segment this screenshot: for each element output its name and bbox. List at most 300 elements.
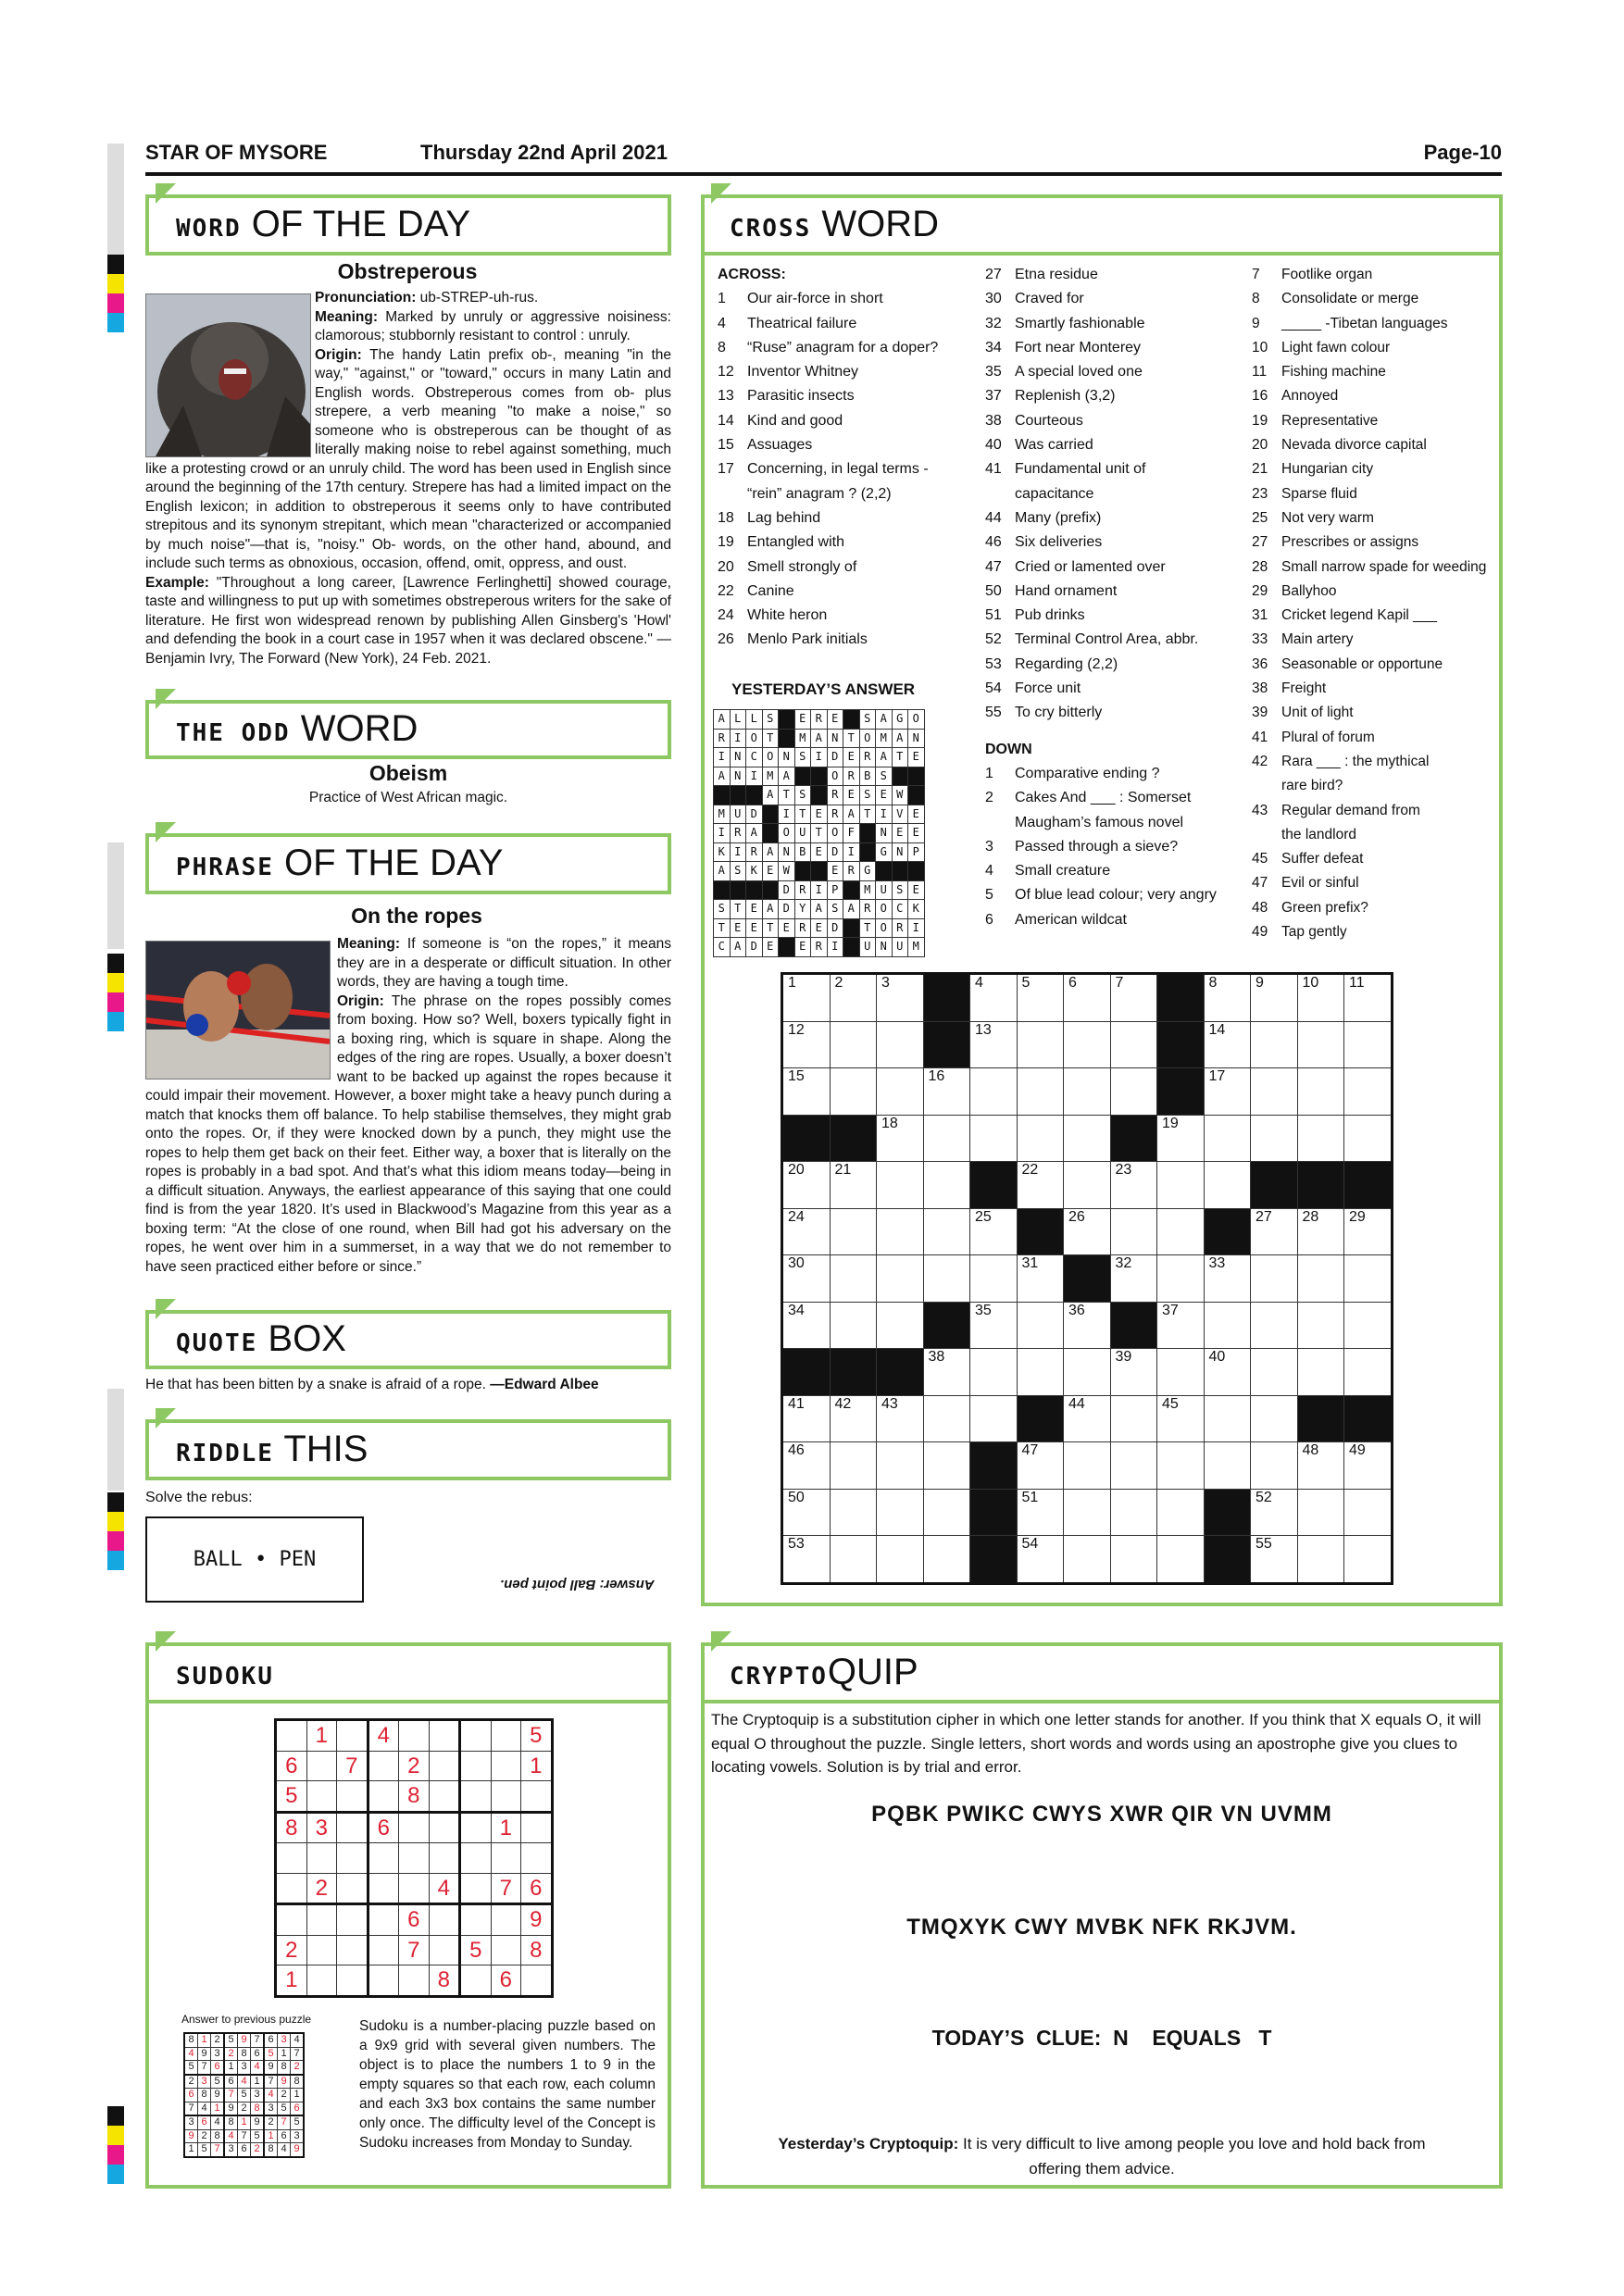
crossword-cell[interactable] — [782, 1536, 831, 1584]
sudoku-cell[interactable]: 8 — [399, 1781, 430, 1813]
crossword-cell[interactable] — [970, 1349, 1018, 1396]
sudoku-cell[interactable]: 2 — [276, 1935, 307, 1965]
sudoku-cell[interactable]: 6 — [276, 1751, 307, 1781]
crossword-cell[interactable] — [1344, 1208, 1393, 1255]
crossword-cell[interactable] — [1110, 1162, 1157, 1209]
sudoku-cell[interactable] — [337, 1904, 369, 1936]
crossword-cell[interactable] — [1344, 1489, 1393, 1536]
cell-number: 34 — [788, 1302, 805, 1318]
sudoku-cell[interactable]: 8 — [276, 1812, 307, 1843]
clue-row — [1252, 336, 1497, 360]
answer-cell: 1 — [211, 2102, 225, 2115]
sudoku-cell[interactable] — [337, 1843, 369, 1874]
answer-cell: A — [714, 710, 731, 730]
answer-cell: 5 — [198, 2143, 211, 2157]
answer-cell: 2 — [291, 2061, 305, 2075]
crossword-cell[interactable] — [1344, 974, 1393, 1022]
clue-row — [718, 433, 972, 457]
sudoku-cell[interactable] — [491, 1843, 521, 1874]
across-clues-1 — [718, 263, 972, 653]
crossword-cell[interactable] — [1110, 1255, 1157, 1303]
crossword-cell[interactable] — [970, 1302, 1018, 1349]
crossword-cell[interactable] — [970, 1208, 1018, 1255]
crossword-cell[interactable] — [1204, 1395, 1251, 1442]
crossword-cell[interactable] — [970, 974, 1018, 1022]
crossword-cell[interactable] — [970, 1115, 1018, 1162]
clue-number: 39 — [1252, 705, 1268, 721]
sudoku-cell[interactable]: 1 — [491, 1812, 521, 1843]
sudoku-cell[interactable] — [521, 1965, 553, 1997]
crossword-cell[interactable] — [877, 1208, 924, 1255]
sudoku-cell[interactable] — [337, 1873, 369, 1904]
answer-cell: A — [811, 729, 828, 748]
crossword-cell[interactable] — [1157, 1115, 1205, 1162]
sudoku-cell[interactable] — [460, 1812, 492, 1843]
crossword-cell[interactable] — [923, 1349, 970, 1396]
answer-cell: T — [811, 824, 828, 843]
sudoku-cell[interactable] — [368, 1904, 399, 1936]
crossword-cell[interactable] — [1017, 1349, 1064, 1396]
clue-text: Many (prefix) — [1015, 509, 1102, 526]
crossword-cell[interactable] — [1110, 974, 1157, 1022]
answer-cell: S — [827, 900, 843, 919]
crossword-cell[interactable] — [830, 1068, 877, 1116]
crossword-cell[interactable] — [1064, 1302, 1111, 1349]
crossword-cell[interactable] — [1157, 1255, 1205, 1303]
clue-text: Craved for — [1015, 291, 1084, 307]
clue-text: the landlord — [1281, 826, 1357, 842]
black-square — [779, 729, 795, 748]
crossword-cell[interactable] — [830, 1208, 877, 1255]
crossword-cell[interactable] — [1110, 1395, 1157, 1442]
crossword-cell[interactable] — [1064, 1021, 1111, 1068]
clue-number: 30 — [985, 291, 1002, 307]
crossword-cell[interactable] — [1157, 1489, 1205, 1536]
crossword-cell[interactable] — [1251, 1021, 1298, 1068]
crossword-cell[interactable] — [1110, 1349, 1157, 1396]
crossword-cell[interactable] — [1297, 1021, 1344, 1068]
cell-number: 35 — [975, 1302, 992, 1318]
clue-list — [985, 762, 1235, 932]
crossword-cell[interactable] — [830, 1162, 877, 1209]
crossword-cell[interactable] — [877, 1255, 924, 1303]
sudoku-cell[interactable] — [306, 1843, 337, 1874]
crossword-cell[interactable] — [1251, 1349, 1298, 1396]
clue-text: Parasitic insects — [747, 388, 855, 405]
sudoku-cell[interactable]: 6 — [399, 1904, 430, 1936]
crossword-cell[interactable] — [1157, 1302, 1205, 1349]
sudoku-cell[interactable] — [521, 1781, 553, 1813]
crossword-cell[interactable] — [1251, 1442, 1298, 1490]
sudoku-cell[interactable] — [460, 1965, 492, 1997]
sudoku-cell[interactable] — [337, 1935, 369, 1965]
crossword-cell[interactable] — [877, 1536, 924, 1584]
crossword-cell[interactable] — [923, 1536, 970, 1584]
sudoku-cell[interactable]: 2 — [399, 1751, 430, 1781]
crossword-cell[interactable] — [782, 1442, 831, 1490]
sudoku-cell[interactable]: 5 — [276, 1781, 307, 1813]
sudoku-cell[interactable] — [399, 1843, 430, 1874]
crossword-cell[interactable] — [1064, 1489, 1111, 1536]
sudoku-cell[interactable] — [399, 1720, 430, 1752]
crossword-cell[interactable] — [970, 1021, 1018, 1068]
sudoku-cell[interactable] — [337, 1812, 369, 1843]
crossword-cell[interactable] — [877, 974, 924, 1022]
cell-number: 15 — [788, 1068, 805, 1084]
sudoku-cell[interactable] — [368, 1935, 399, 1965]
sudoku-cell[interactable] — [276, 1843, 307, 1874]
clue-row — [1252, 604, 1497, 628]
sudoku-cell[interactable] — [368, 1873, 399, 1904]
crossword-cell[interactable] — [1017, 1068, 1064, 1116]
cell-number: 19 — [1162, 1115, 1179, 1131]
crossword-cell[interactable] — [923, 1255, 970, 1303]
sudoku-cell[interactable]: 6 — [521, 1873, 553, 1904]
sudoku-cell[interactable] — [306, 1935, 337, 1965]
sudoku-cell[interactable] — [399, 1965, 430, 1997]
answer-cell: 8 — [291, 2075, 305, 2089]
crossword-cell[interactable] — [830, 974, 877, 1022]
crossword-cell[interactable] — [923, 1208, 970, 1255]
crossword-cell[interactable] — [1157, 1395, 1205, 1442]
sudoku-cell[interactable]: 7 — [337, 1751, 369, 1781]
crossword-cell[interactable] — [830, 1395, 877, 1442]
crossword-cell[interactable] — [1297, 1536, 1344, 1584]
crossword-cell[interactable] — [1110, 1068, 1157, 1116]
crossword-cell[interactable] — [782, 974, 831, 1022]
sudoku-cell[interactable] — [460, 1751, 492, 1781]
crossword-cell[interactable] — [782, 1021, 831, 1068]
sudoku-cell[interactable] — [429, 1812, 460, 1843]
answer-cell: U — [892, 938, 908, 957]
clue-row — [1252, 653, 1497, 677]
crossword-grid — [781, 972, 1393, 1585]
sudoku-cell[interactable] — [491, 1904, 521, 1936]
sudoku-cell[interactable] — [429, 1904, 460, 1936]
answer-cell: 7 — [264, 2075, 278, 2089]
crossword-cell[interactable] — [1344, 1068, 1393, 1116]
crossword-cell[interactable] — [970, 1255, 1018, 1303]
crossword-cell[interactable] — [1110, 1489, 1157, 1536]
quote-body: He that has been bitten by a snake is afraid of a rope. — [145, 1377, 486, 1392]
cell-number: 1 — [788, 975, 796, 991]
crossword-cell[interactable] — [923, 1162, 970, 1209]
meaning-label: Meaning: — [315, 308, 379, 325]
crossword-cell[interactable] — [782, 1395, 831, 1442]
crossword-cell[interactable] — [1251, 1068, 1298, 1116]
crossword-cell[interactable] — [1064, 974, 1111, 1022]
cell-number: 10 — [1302, 975, 1319, 991]
crossword-cell[interactable] — [782, 1255, 831, 1303]
clue-row — [985, 457, 1235, 481]
sudoku-cell[interactable] — [460, 1843, 492, 1874]
clue-number: 54 — [985, 680, 1002, 697]
sudoku-cell[interactable]: 8 — [521, 1935, 553, 1965]
black-square — [1017, 1208, 1064, 1255]
clue-text: A special loved one — [1015, 364, 1143, 381]
sudoku-cell[interactable]: 5 — [521, 1720, 553, 1752]
sudoku-cell[interactable] — [306, 1965, 337, 1997]
answer-cell: 8 — [264, 2143, 278, 2157]
crossword-cell[interactable] — [1204, 1162, 1251, 1209]
sudoku-cell[interactable] — [429, 1843, 460, 1874]
cell-number: 27 — [1255, 1208, 1272, 1225]
sudoku-cell[interactable]: 1 — [521, 1751, 553, 1781]
crossword-cell[interactable] — [782, 1068, 831, 1116]
odd-title-big: WORD — [300, 708, 418, 749]
crossword-cell[interactable] — [1344, 1442, 1393, 1490]
crossword-cell[interactable] — [1344, 1021, 1393, 1068]
crossword-cell[interactable] — [1251, 1115, 1298, 1162]
answer-cell: C — [714, 938, 731, 957]
sudoku-cell[interactable]: 2 — [306, 1873, 337, 1904]
crossword-cell[interactable] — [1064, 1349, 1111, 1396]
sudoku-title — [176, 1653, 274, 1695]
crossword-cell[interactable] — [1251, 1302, 1298, 1349]
cell-number: 25 — [975, 1208, 992, 1225]
answer-cell: O — [779, 824, 795, 843]
crossword-cell[interactable] — [1204, 1115, 1251, 1162]
sudoku-cell[interactable]: 1 — [306, 1720, 337, 1752]
crossword-cell[interactable] — [1204, 1442, 1251, 1490]
quote-title-small: QUOTE — [176, 1329, 258, 1357]
sudoku-cell[interactable] — [276, 1904, 307, 1936]
answer-cell: R — [714, 729, 731, 748]
sudoku-cell[interactable]: 7 — [399, 1935, 430, 1965]
answer-cell: O — [908, 710, 925, 730]
answer-cell: A — [843, 900, 860, 919]
sudoku-cell[interactable] — [337, 1965, 369, 1997]
sudoku-title-text: SUDOKU — [176, 1663, 274, 1691]
crossword-cell[interactable] — [970, 1068, 1018, 1116]
sudoku-cell[interactable]: 6 — [491, 1965, 521, 1997]
sudoku-cell[interactable]: 3 — [306, 1812, 337, 1843]
crossword-cell[interactable] — [1204, 1068, 1251, 1116]
cell-number: 6 — [1068, 975, 1077, 991]
crossword-cell[interactable] — [1344, 1255, 1393, 1303]
crossword-cell[interactable] — [1157, 1208, 1205, 1255]
sudoku-cell[interactable] — [337, 1781, 369, 1813]
sudoku-cell[interactable] — [306, 1751, 337, 1781]
crossword-cell[interactable] — [782, 1162, 831, 1209]
crossword-cell[interactable] — [830, 1442, 877, 1490]
crossword-cell[interactable] — [782, 1489, 831, 1536]
black-square — [1110, 1302, 1157, 1349]
crossword-cell[interactable] — [1251, 1395, 1298, 1442]
crossword-cell[interactable] — [1204, 974, 1251, 1022]
crossword-cell[interactable] — [1017, 1162, 1064, 1209]
riddle-prompt: Solve the rebus: — [145, 1490, 253, 1505]
crossword-cell[interactable] — [877, 1442, 924, 1490]
crossword-cell[interactable] — [1064, 1536, 1111, 1584]
crossword-cell[interactable] — [1297, 1255, 1344, 1303]
crossword-cell[interactable] — [1344, 1349, 1393, 1396]
crossword-cell[interactable] — [1017, 1442, 1064, 1490]
crossword-cell[interactable] — [1344, 1115, 1393, 1162]
crossword-cell[interactable] — [1110, 1536, 1157, 1584]
crossword-cell[interactable] — [830, 1536, 877, 1584]
crossword-cell[interactable] — [1251, 1489, 1298, 1536]
sudoku-cell[interactable] — [306, 1781, 337, 1813]
clue-row — [985, 908, 1235, 932]
sudoku-cell[interactable] — [306, 1904, 337, 1936]
sudoku-cell[interactable] — [337, 1720, 369, 1752]
crossword-cell[interactable] — [1157, 1162, 1205, 1209]
sudoku-cell[interactable] — [491, 1720, 521, 1752]
sudoku-cell[interactable] — [429, 1751, 460, 1781]
clue-row — [985, 701, 1235, 725]
sudoku-cell[interactable]: 8 — [429, 1965, 460, 1997]
crossword-cell[interactable] — [782, 1208, 831, 1255]
crossword-cell[interactable] — [1297, 1115, 1344, 1162]
answer-cell: N — [779, 748, 795, 767]
crossword-cell[interactable] — [1297, 974, 1344, 1022]
crossword-cell[interactable] — [923, 1489, 970, 1536]
registration-marks — [107, 1492, 124, 1570]
cryptoquip-title — [730, 1653, 918, 1695]
crossword-cell[interactable] — [1251, 1536, 1298, 1584]
crossword-cell[interactable] — [1204, 1021, 1251, 1068]
crossword-cell[interactable] — [1017, 1255, 1064, 1303]
crossword-cell[interactable] — [1110, 1442, 1157, 1490]
crossword-cell[interactable] — [1204, 1255, 1251, 1303]
sudoku-cell[interactable] — [368, 1781, 399, 1813]
cryptoquip-clue: TODAY’S CLUE: N EQUALS T — [931, 2026, 1272, 2050]
crossword-cell[interactable] — [1017, 1021, 1064, 1068]
sudoku-cell[interactable]: 7 — [491, 1873, 521, 1904]
sudoku-cell[interactable] — [399, 1812, 430, 1843]
crossword-cell[interactable] — [830, 1021, 877, 1068]
clue-text: Maugham’s famous novel — [1015, 814, 1184, 830]
sudoku-cell[interactable] — [276, 1873, 307, 1904]
sudoku-cell[interactable]: 1 — [276, 1965, 307, 1997]
crossword-cell[interactable] — [877, 1021, 924, 1068]
crossword-cell[interactable] — [1204, 1302, 1251, 1349]
crossword-cell[interactable] — [1157, 1442, 1205, 1490]
registration-marks — [107, 2106, 124, 2184]
clue-number: 6 — [985, 911, 993, 928]
crossword-cell[interactable] — [970, 1395, 1018, 1442]
sudoku-cell[interactable] — [491, 1751, 521, 1781]
sudoku-cell[interactable] — [460, 1781, 492, 1813]
crossword-cell[interactable] — [1297, 1068, 1344, 1116]
crossword-cell[interactable] — [1064, 1068, 1111, 1116]
crossword-cell[interactable] — [1297, 1489, 1344, 1536]
answer-cell: 4 — [278, 2143, 291, 2157]
crossword-cell[interactable] — [1064, 1395, 1111, 1442]
clue-number: 41 — [985, 461, 1002, 478]
clue-number: 51 — [985, 607, 1002, 624]
crossword-cell[interactable] — [1110, 1208, 1157, 1255]
sudoku-cell[interactable] — [429, 1720, 460, 1752]
crossword-cell[interactable] — [1297, 1349, 1344, 1396]
crossword-cell[interactable] — [877, 1395, 924, 1442]
sudoku-cell[interactable]: 4 — [368, 1720, 399, 1752]
crossword-cell[interactable] — [877, 1068, 924, 1116]
sudoku-cell[interactable] — [460, 1873, 492, 1904]
crossword-cell[interactable] — [1017, 974, 1064, 1022]
crossword-cell[interactable] — [1017, 1302, 1064, 1349]
sudoku-cell[interactable] — [429, 1935, 460, 1965]
crossword-cell[interactable] — [1297, 1208, 1344, 1255]
answer-cell: 2 — [251, 2143, 265, 2157]
crossword-cell[interactable] — [923, 1395, 970, 1442]
crossword-cell[interactable] — [1251, 1208, 1298, 1255]
yesterday-answer-grid — [713, 709, 925, 957]
clue-number: 20 — [718, 558, 734, 575]
crossword-cell[interactable] — [1297, 1302, 1344, 1349]
sudoku-cell[interactable] — [460, 1720, 492, 1752]
clue-text: Of blue lead colour; very angry — [1015, 887, 1217, 904]
crossword-cell[interactable] — [830, 1302, 877, 1349]
sudoku-cell[interactable] — [399, 1873, 430, 1904]
answer-cell: 9 — [184, 2129, 198, 2143]
answer-cell: E — [827, 862, 843, 881]
sudoku-cell[interactable] — [521, 1843, 553, 1874]
crossword-cell[interactable] — [923, 1068, 970, 1116]
clue-text: Replenish (3,2) — [1015, 388, 1116, 405]
crossword-cell[interactable] — [1110, 1021, 1157, 1068]
clue-number: 1 — [718, 291, 726, 307]
crossword-cell[interactable] — [1204, 1349, 1251, 1396]
crossword-cell[interactable] — [923, 1115, 970, 1162]
crossword-cell[interactable] — [877, 1489, 924, 1536]
sudoku-cell[interactable] — [276, 1720, 307, 1752]
crossword-cell[interactable] — [1064, 1442, 1111, 1490]
sudoku-cell[interactable] — [368, 1843, 399, 1874]
crossword-cell[interactable] — [1157, 1349, 1205, 1396]
sudoku-cell[interactable]: 4 — [429, 1873, 460, 1904]
sudoku-cell[interactable] — [368, 1751, 399, 1781]
crossword-cell[interactable] — [1251, 1255, 1298, 1303]
crossword-cell[interactable] — [1017, 1115, 1064, 1162]
crossword-cell[interactable] — [877, 1302, 924, 1349]
clue-text: Theatrical failure — [747, 315, 857, 331]
crossword-cell[interactable] — [923, 1442, 970, 1490]
crossword-cell[interactable] — [1017, 1489, 1064, 1536]
crossword-cell[interactable] — [1251, 974, 1298, 1022]
crossword-cell[interactable] — [830, 1489, 877, 1536]
clue-text: Main artery — [1281, 631, 1354, 648]
crossword-cell[interactable] — [1017, 1536, 1064, 1584]
crossword-cell[interactable] — [1297, 1442, 1344, 1490]
crossword-cell[interactable] — [1157, 1536, 1205, 1584]
cell-number: 40 — [1208, 1349, 1226, 1365]
crossword-cell[interactable] — [782, 1302, 831, 1349]
sudoku-cell[interactable] — [368, 1965, 399, 1997]
crossword-cell[interactable] — [1064, 1115, 1111, 1162]
crossword-cell[interactable] — [1064, 1162, 1111, 1209]
origin-label: Origin: — [315, 346, 362, 363]
crossword-cell[interactable] — [1064, 1208, 1111, 1255]
sudoku-cell[interactable]: 5 — [460, 1935, 492, 1965]
sudoku-cell[interactable] — [491, 1781, 521, 1813]
sudoku-cell[interactable] — [429, 1781, 460, 1813]
crossword-cell[interactable] — [877, 1115, 924, 1162]
sudoku-cell[interactable] — [460, 1904, 492, 1936]
crossword-cell[interactable] — [1344, 1302, 1393, 1349]
sudoku-cell[interactable] — [491, 1935, 521, 1965]
sudoku-cell[interactable] — [521, 1812, 553, 1843]
crossword-cell[interactable] — [877, 1162, 924, 1209]
sudoku-cell[interactable]: 6 — [368, 1812, 399, 1843]
answer-cell: 9 — [291, 2143, 305, 2157]
crossword-cell[interactable] — [1344, 1536, 1393, 1584]
black-square — [1297, 1162, 1344, 1209]
cell-number: 11 — [1349, 975, 1365, 991]
sudoku-cell[interactable]: 9 — [521, 1904, 553, 1936]
crossword-cell[interactable] — [830, 1255, 877, 1303]
